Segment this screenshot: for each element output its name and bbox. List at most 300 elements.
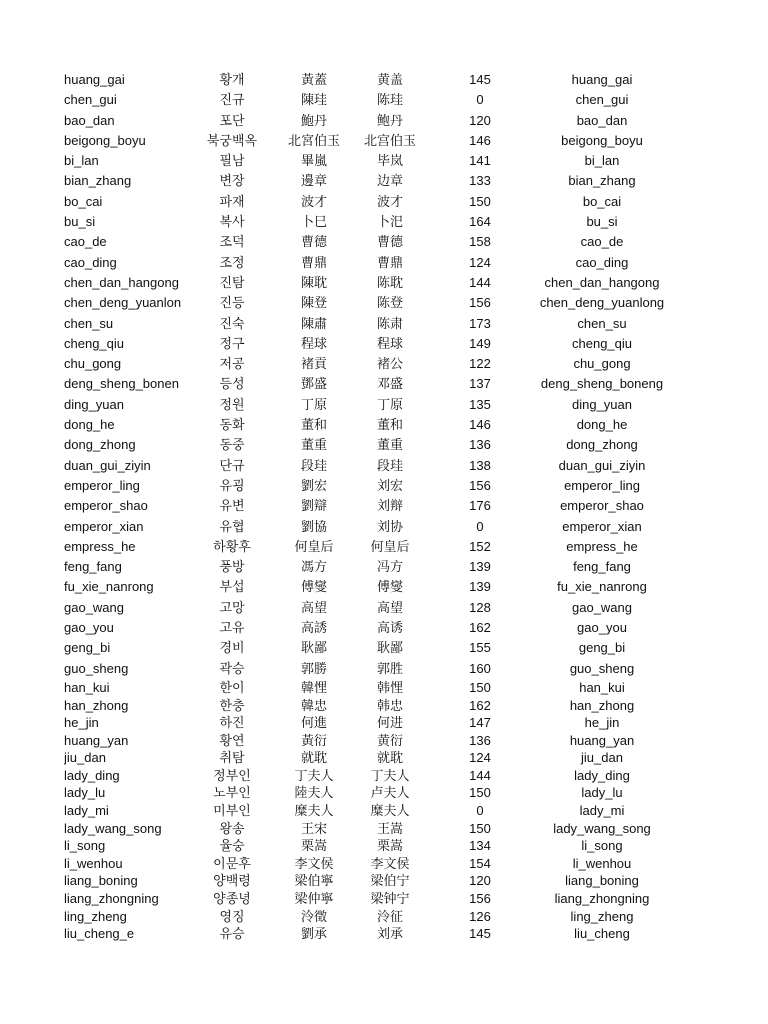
number-cell: 176	[469, 498, 491, 514]
number-cell: 0	[476, 518, 484, 534]
identifier-cell: liu_cheng	[574, 926, 630, 942]
number-cell: 162	[469, 620, 491, 636]
simplified-chinese-cell: 董和	[376, 417, 403, 433]
number-cell: 0	[476, 803, 484, 819]
simplified-chinese-cell: 毕岚	[376, 153, 403, 169]
english-name-cell: cao_de	[64, 234, 107, 250]
identifier-cell: chen_deng_yuanlong	[539, 295, 665, 311]
traditional-chinese-cell: 陳肅	[300, 315, 327, 331]
korean-name-cell: 영징	[219, 908, 245, 924]
table-row	[0, 111, 768, 131]
traditional-chinese-cell: 耿鄙	[300, 640, 327, 656]
table-row	[0, 732, 768, 750]
korean-name-cell: 복사	[219, 214, 245, 230]
table-row	[0, 171, 768, 191]
english-name-cell: bian_zhang	[64, 173, 132, 189]
identifier-cell: chen_dan_hangong	[544, 274, 660, 290]
table-row	[0, 293, 768, 313]
english-name-cell: fu_xie_nanrong	[64, 579, 154, 595]
traditional-chinese-cell: 曹德	[300, 234, 327, 250]
english-name-cell: emperor_xian	[64, 518, 144, 534]
korean-name-cell: 정원	[219, 396, 245, 412]
english-name-cell: han_zhong	[64, 697, 129, 713]
korean-name-cell: 한이	[219, 679, 245, 695]
table-row	[0, 435, 768, 455]
korean-name-cell: 경비	[219, 640, 245, 656]
korean-name-cell: 저공	[219, 356, 245, 372]
identifier-cell: han_kui	[579, 679, 625, 695]
korean-name-cell: 황개	[219, 72, 245, 87]
simplified-chinese-cell: 刘辩	[376, 498, 403, 514]
english-name-cell: bo_cai	[64, 193, 103, 209]
korean-name-cell: 양종녕	[213, 891, 251, 907]
number-cell: 128	[469, 599, 491, 615]
identifier-cell: liang_boning	[565, 873, 639, 889]
simplified-chinese-cell: 王嵩	[376, 820, 403, 836]
korean-name-cell: 동화	[219, 417, 245, 433]
traditional-chinese-cell: 劉承	[300, 926, 327, 942]
traditional-chinese-cell: 陸夫人	[294, 785, 334, 801]
english-name-cell: lady_ding	[64, 767, 120, 783]
number-cell: 156	[469, 477, 491, 493]
traditional-chinese-cell: 陳耽	[300, 274, 327, 290]
identifier-cell: duan_gui_ziyin	[558, 457, 646, 473]
traditional-chinese-cell: 董和	[300, 417, 327, 433]
english-name-cell: gao_you	[64, 620, 114, 636]
traditional-chinese-cell: 卜巳	[300, 214, 327, 230]
traditional-chinese-cell: 鄧盛	[300, 376, 327, 392]
simplified-chinese-cell: 董重	[376, 437, 403, 453]
identifier-cell: fu_xie_nanrong	[557, 579, 647, 595]
english-name-cell: bu_si	[64, 214, 96, 230]
table-row	[0, 354, 768, 374]
table-row	[0, 151, 768, 171]
traditional-chinese-cell: 曹鼎	[300, 254, 327, 270]
number-cell: 124	[469, 750, 491, 766]
english-name-cell: he_jin	[64, 715, 99, 731]
identifier-cell: lady_mi	[579, 803, 625, 819]
number-cell: 150	[469, 193, 491, 209]
table-row	[0, 537, 768, 557]
english-name-cell: emperor_ling	[64, 477, 140, 493]
number-cell: 139	[469, 579, 491, 595]
table-row	[0, 131, 768, 151]
number-cell: 162	[469, 697, 491, 713]
korean-name-cell: 곽승	[219, 660, 245, 676]
identifier-cell: ding_yuan	[572, 396, 632, 412]
identifier-cell: dong_he	[576, 417, 628, 433]
korean-name-cell: 부섭	[219, 579, 245, 595]
korean-name-cell: 진등	[219, 295, 245, 311]
number-cell: 154	[469, 855, 491, 871]
korean-name-cell: 왕송	[219, 820, 245, 836]
simplified-chinese-cell: 陈珪	[376, 92, 403, 108]
table-row	[0, 456, 768, 476]
simplified-chinese-cell: 丁夫人	[370, 767, 410, 783]
simplified-chinese-cell: 丁原	[376, 396, 403, 412]
table-row	[0, 415, 768, 435]
traditional-chinese-cell: 栗嵩	[300, 838, 327, 854]
number-cell: 145	[469, 72, 491, 87]
number-cell: 144	[469, 767, 491, 783]
simplified-chinese-cell: 郭胜	[376, 660, 403, 676]
identifier-cell: emperor_shao	[560, 498, 644, 514]
table-row	[0, 517, 768, 537]
simplified-chinese-cell: 糜夫人	[370, 803, 410, 819]
korean-name-cell: 조정	[219, 254, 245, 270]
traditional-chinese-cell: 梁伯寧	[294, 873, 334, 889]
number-cell: 155	[469, 640, 491, 656]
english-name-cell: feng_fang	[64, 559, 122, 575]
english-name-cell: bi_lan	[64, 153, 99, 169]
traditional-chinese-cell: 李文侯	[294, 855, 334, 871]
korean-name-cell: 양백령	[213, 873, 251, 889]
table-row	[0, 212, 768, 232]
english-name-cell: cao_ding	[64, 254, 117, 270]
number-cell: 150	[469, 820, 491, 836]
traditional-chinese-cell: 畢嵐	[300, 153, 327, 169]
english-name-cell: deng_sheng_bonen	[64, 376, 179, 392]
number-cell: 141	[469, 153, 491, 169]
english-name-cell: liu_cheng_e	[64, 926, 135, 942]
number-cell: 164	[469, 214, 491, 230]
korean-name-cell: 하황후	[213, 538, 251, 554]
simplified-chinese-cell: 高诱	[376, 620, 403, 636]
simplified-chinese-cell: 李文侯	[370, 855, 410, 871]
traditional-chinese-cell: 丁原	[300, 396, 327, 412]
english-name-cell: chen_gui	[64, 92, 117, 108]
number-cell: 173	[469, 315, 491, 331]
identifier-cell: cao_ding	[575, 254, 629, 270]
identifier-cell: chen_su	[577, 315, 627, 331]
identifier-cell: jiu_dan	[581, 750, 623, 766]
simplified-chinese-cell: 刘宏	[376, 477, 403, 493]
number-cell: 0	[476, 92, 484, 108]
korean-name-cell: 미부인	[213, 803, 251, 819]
table-row	[0, 749, 768, 767]
simplified-chinese-cell: 陈肃	[376, 315, 403, 331]
simplified-chinese-cell: 陈耽	[376, 274, 403, 290]
simplified-chinese-cell: 栗嵩	[376, 838, 403, 854]
simplified-chinese-cell: 褚公	[376, 356, 403, 372]
identifier-cell: bo_cai	[582, 193, 622, 209]
simplified-chinese-cell: 曹德	[376, 234, 403, 250]
traditional-chinese-cell: 韓悝	[300, 679, 327, 695]
simplified-chinese-cell: 梁伯宁	[370, 873, 410, 889]
identifier-cell: deng_sheng_boneng	[540, 376, 664, 392]
identifier-cell: han_zhong	[569, 697, 635, 713]
simplified-chinese-cell: 何皇后	[370, 538, 410, 554]
number-cell: 126	[469, 908, 491, 924]
english-name-cell: emperor_shao	[64, 498, 148, 514]
simplified-chinese-cell: 傅燮	[376, 579, 403, 595]
number-cell: 124	[469, 254, 491, 270]
traditional-chinese-cell: 泠徵	[300, 908, 327, 924]
traditional-chinese-cell: 褚貢	[300, 356, 327, 372]
simplified-chinese-cell: 梁钟宁	[370, 891, 410, 907]
number-cell: 146	[469, 417, 491, 433]
identifier-cell: guo_sheng	[569, 660, 635, 676]
korean-name-cell: 한충	[219, 697, 245, 713]
traditional-chinese-cell: 劉辯	[300, 498, 327, 514]
english-name-cell: lady_wang_song	[64, 820, 162, 836]
english-name-cell: jiu_dan	[64, 750, 106, 766]
number-cell: 136	[469, 437, 491, 453]
table-row	[0, 273, 768, 293]
korean-name-cell: 진탐	[219, 274, 245, 290]
korean-name-cell: 필남	[219, 153, 245, 169]
korean-name-cell: 변장	[219, 173, 245, 189]
table-row	[0, 557, 768, 577]
number-cell: 152	[469, 538, 491, 554]
simplified-chinese-cell: 黄盖	[376, 72, 403, 87]
korean-name-cell: 유변	[219, 498, 245, 514]
number-cell: 150	[469, 785, 491, 801]
identifier-cell: li_song	[581, 838, 623, 854]
number-cell: 138	[469, 457, 491, 473]
traditional-chinese-cell: 糜夫人	[294, 803, 334, 819]
simplified-chinese-cell: 韩忠	[376, 697, 403, 713]
number-cell: 160	[469, 660, 491, 676]
english-name-cell: cheng_qiu	[64, 335, 124, 351]
simplified-chinese-cell: 何进	[376, 715, 403, 731]
english-name-cell: li_wenhou	[64, 855, 123, 871]
korean-name-cell: 이문후	[213, 855, 251, 871]
table-row	[0, 767, 768, 785]
number-cell: 120	[469, 873, 491, 889]
simplified-chinese-cell: 黄衍	[376, 732, 403, 748]
identifier-cell: huang_gai	[571, 72, 633, 87]
traditional-chinese-cell: 郭勝	[300, 660, 327, 676]
simplified-chinese-cell: 卜汜	[376, 214, 403, 230]
korean-name-cell: 조덕	[219, 234, 245, 250]
korean-name-cell: 북궁백옥	[206, 132, 258, 148]
simplified-chinese-cell: 邓盛	[376, 376, 403, 392]
simplified-chinese-cell: 耿鄙	[376, 640, 403, 656]
identifier-cell: bu_si	[586, 214, 618, 230]
number-cell: 120	[469, 112, 491, 128]
english-name-cell: han_kui	[64, 679, 110, 695]
traditional-chinese-cell: 波才	[300, 193, 327, 209]
number-cell: 139	[469, 559, 491, 575]
simplified-chinese-cell: 泠征	[376, 908, 403, 924]
identifier-cell: gao_wang	[572, 599, 632, 615]
identifier-cell: geng_bi	[578, 640, 626, 656]
korean-name-cell: 파재	[219, 193, 245, 209]
english-name-cell: li_song	[64, 838, 106, 854]
identifier-cell: lady_lu	[581, 785, 623, 801]
korean-name-cell: 고유	[219, 620, 245, 636]
korean-name-cell: 진규	[219, 92, 245, 108]
table-row	[0, 232, 768, 252]
english-name-cell: huang_yan	[64, 732, 129, 748]
number-cell: 122	[469, 356, 491, 372]
english-name-cell: lady_mi	[64, 803, 109, 819]
identifier-cell: empress_he	[566, 538, 638, 554]
name-table	[0, 70, 768, 943]
traditional-chinese-cell: 高望	[300, 599, 327, 615]
table-row	[0, 659, 768, 679]
korean-name-cell: 유굉	[219, 477, 245, 493]
number-cell: 135	[469, 396, 491, 412]
simplified-chinese-cell: 段珪	[376, 457, 403, 473]
table-row	[0, 395, 768, 415]
number-cell: 158	[469, 234, 491, 250]
identifier-cell: gao_you	[577, 620, 627, 636]
simplified-chinese-cell: 高望	[376, 599, 403, 615]
number-cell: 156	[469, 295, 491, 311]
table-row	[0, 638, 768, 658]
traditional-chinese-cell: 劉宏	[300, 477, 327, 493]
table-row	[0, 90, 768, 110]
traditional-chinese-cell: 邊章	[300, 173, 327, 189]
simplified-chinese-cell: 刘协	[376, 518, 403, 534]
number-cell: 146	[469, 132, 491, 148]
traditional-chinese-cell: 丁夫人	[294, 767, 334, 783]
traditional-chinese-cell: 段珪	[300, 457, 327, 473]
identifier-cell: dong_zhong	[566, 437, 638, 453]
traditional-chinese-cell: 北宮伯玉	[287, 132, 340, 148]
simplified-chinese-cell: 就耽	[376, 750, 403, 766]
traditional-chinese-cell: 鮑丹	[300, 112, 327, 128]
table-row	[0, 784, 768, 802]
table-row	[0, 334, 768, 354]
number-cell: 147	[469, 715, 491, 731]
english-name-cell: liang_zhongning	[64, 891, 159, 907]
table-row	[0, 872, 768, 890]
english-name-cell: dong_zhong	[64, 437, 136, 453]
traditional-chinese-cell: 王宋	[300, 820, 327, 836]
korean-name-cell: 동중	[219, 437, 245, 453]
simplified-chinese-cell: 程球	[376, 335, 403, 351]
english-name-cell: chen_deng_yuanlon	[64, 295, 182, 311]
english-name-cell: liang_boning	[64, 873, 138, 889]
korean-name-cell: 유승	[219, 926, 245, 942]
traditional-chinese-cell: 程球	[300, 335, 327, 351]
korean-name-cell: 정구	[219, 335, 245, 351]
number-cell: 137	[469, 376, 491, 392]
table-row	[0, 714, 768, 732]
number-cell: 149	[469, 335, 491, 351]
traditional-chinese-cell: 就耽	[300, 750, 327, 766]
identifier-cell: huang_yan	[569, 732, 635, 748]
english-name-cell: dong_he	[64, 417, 115, 433]
korean-name-cell: 율숭	[219, 838, 245, 854]
english-name-cell: empress_he	[64, 538, 136, 554]
identifier-cell: cao_de	[580, 234, 624, 250]
simplified-chinese-cell: 韩悝	[376, 679, 403, 695]
table-row	[0, 820, 768, 838]
english-name-cell: ding_yuan	[64, 396, 124, 412]
number-cell: 150	[469, 679, 491, 695]
simplified-chinese-cell: 北宫伯玉	[363, 132, 416, 148]
traditional-chinese-cell: 陳登	[300, 295, 327, 311]
identifier-cell: chen_gui	[575, 92, 629, 108]
simplified-chinese-cell: 卢夫人	[370, 785, 410, 801]
korean-name-cell: 포단	[219, 112, 245, 128]
table-row	[0, 70, 768, 90]
table-row	[0, 802, 768, 820]
english-name-cell: geng_bi	[64, 640, 111, 656]
table-row	[0, 192, 768, 212]
english-name-cell: chen_dan_hangong	[64, 274, 179, 290]
identifier-cell: bao_dan	[576, 112, 628, 128]
table-row	[0, 577, 768, 597]
identifier-cell: bi_lan	[584, 153, 620, 169]
identifier-cell: beigong_boyu	[561, 132, 643, 148]
simplified-chinese-cell: 刘承	[376, 926, 403, 942]
number-cell: 156	[469, 891, 491, 907]
table-row	[0, 925, 768, 943]
traditional-chinese-cell: 董重	[300, 437, 327, 453]
english-name-cell: lady_lu	[64, 785, 106, 801]
korean-name-cell: 단규	[219, 457, 245, 473]
table-row	[0, 618, 768, 638]
number-cell: 144	[469, 274, 491, 290]
table-row	[0, 890, 768, 908]
table-row	[0, 253, 768, 273]
traditional-chinese-cell: 何進	[300, 715, 327, 731]
korean-name-cell: 풍방	[219, 559, 245, 575]
simplified-chinese-cell: 边章	[376, 173, 403, 189]
identifier-cell: liang_zhongning	[554, 891, 650, 907]
traditional-chinese-cell: 高誘	[300, 620, 327, 636]
english-name-cell: chen_su	[64, 315, 114, 331]
english-name-cell: guo_sheng	[64, 660, 129, 676]
table-row	[0, 374, 768, 394]
traditional-chinese-cell: 馮方	[300, 559, 327, 575]
traditional-chinese-cell: 黃衍	[300, 732, 327, 748]
identifier-cell: feng_fang	[573, 559, 631, 575]
english-name-cell: beigong_boyu	[64, 132, 146, 148]
korean-name-cell: 황연	[219, 732, 245, 748]
identifier-cell: emperor_ling	[564, 477, 640, 493]
korean-name-cell: 정부인	[213, 767, 251, 783]
traditional-chinese-cell: 黃蓋	[300, 72, 327, 87]
identifier-cell: chu_gong	[573, 356, 631, 372]
table-row	[0, 496, 768, 516]
simplified-chinese-cell: 冯方	[376, 559, 403, 575]
traditional-chinese-cell: 何皇后	[294, 538, 334, 554]
simplified-chinese-cell: 鲍丹	[376, 112, 403, 128]
table-row	[0, 598, 768, 618]
korean-name-cell: 하진	[219, 715, 245, 731]
identifier-cell: li_wenhou	[572, 855, 632, 871]
korean-name-cell: 취탐	[219, 750, 245, 766]
korean-name-cell: 유협	[219, 518, 245, 534]
table-row	[0, 476, 768, 496]
traditional-chinese-cell: 陳珪	[300, 92, 327, 108]
korean-name-cell: 등성	[219, 376, 245, 392]
identifier-cell: ling_zheng	[570, 908, 634, 924]
number-cell: 134	[469, 838, 491, 854]
english-name-cell: chu_gong	[64, 356, 122, 372]
traditional-chinese-cell: 劉協	[300, 518, 327, 534]
traditional-chinese-cell: 韓忠	[300, 697, 327, 713]
korean-name-cell: 진숙	[219, 315, 245, 331]
simplified-chinese-cell: 陈登	[376, 295, 403, 311]
number-cell: 133	[469, 173, 491, 189]
korean-name-cell: 고망	[219, 599, 245, 615]
traditional-chinese-cell: 傅燮	[300, 579, 327, 595]
english-name-cell: ling_zheng	[64, 908, 127, 924]
number-cell: 136	[469, 732, 491, 748]
english-name-cell: bao_dan	[64, 112, 115, 128]
identifier-cell: bian_zhang	[568, 173, 636, 189]
simplified-chinese-cell: 曹鼎	[376, 254, 403, 270]
table-row	[0, 314, 768, 334]
table-row	[0, 908, 768, 926]
